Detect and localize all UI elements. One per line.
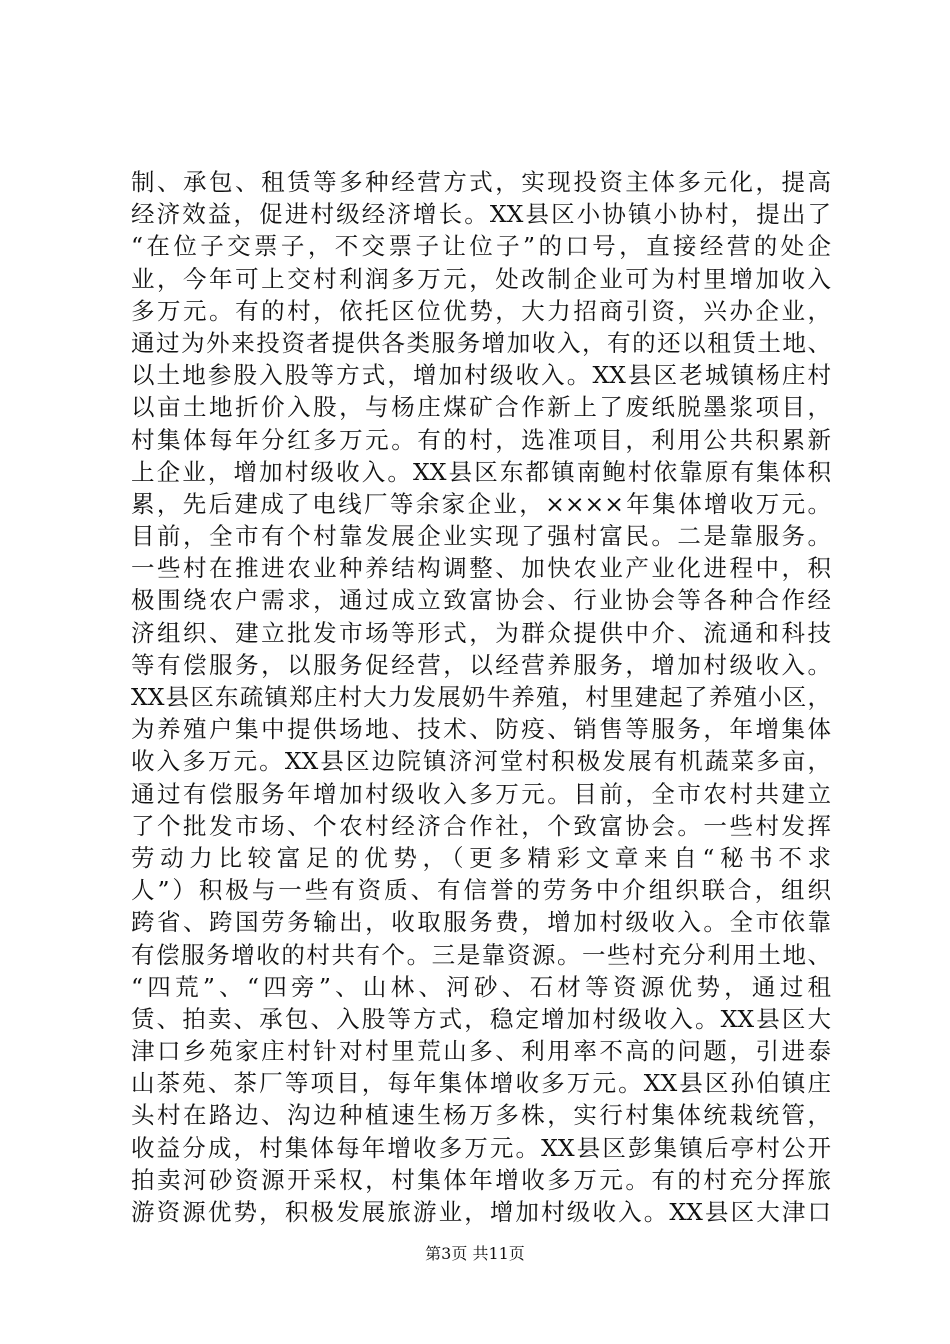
text-line: 目前，全市有个村靠发展企业实现了强村富民。二是靠服务。 xyxy=(131,522,831,551)
text-line: “在位子交票子，不交票子让位子”的口号，直接经营的处企 xyxy=(131,232,831,261)
text-line: 赁、拍卖、承包、入股等方式，稳定增加村级收入。XX县区大 xyxy=(131,1004,831,1033)
text-line: 上企业，增加村级收入。XX县区东都镇南鲍村依靠原有集体积 xyxy=(131,457,831,486)
text-line: 津口乡苑家庄村针对村里荒山多、利用率不高的问题，引进泰 xyxy=(131,1037,831,1066)
page-footer: 第3页 共11页 xyxy=(425,1244,525,1263)
text-line: 以土地参股入股等方式，增加村级收入。XX县区老城镇杨庄村 xyxy=(131,361,831,390)
text-line: 跨省、跨国劳务输出，收取服务费，增加村级收入。全市依靠 xyxy=(131,908,831,937)
text-line: 制、承包、租赁等多种经营方式，实现投资主体多元化，提高 xyxy=(131,168,831,196)
body-text xyxy=(131,166,831,1228)
text-line: 山茶苑、茶厂等项目，每年集体增收多万元。XX县区孙伯镇庄 xyxy=(131,1069,831,1098)
text-line: 有偿服务增收的村共有个。三是靠资源。一些村充分利用土地、 xyxy=(131,940,831,969)
text-line: 以亩土地折价入股，与杨庄煤矿合作新上了废纸脱墨浆项目， xyxy=(131,393,831,422)
text-line: 头村在路边、沟边种植速生杨万多株，实行村集体统栽统管， xyxy=(131,1101,831,1130)
text-line: 经济效益，促进村级经济增长。XX县区小协镇小协村，提出了 xyxy=(131,200,831,229)
text-line: 业，今年可上交村利润多万元，处改制企业可为村里增加收入 xyxy=(131,264,831,293)
text-line: 为养殖户集中提供场地、技术、防疫、销售等服务，年增集体 xyxy=(131,715,831,744)
text-line: 收益分成，村集体每年增收多万元。XX县区彭集镇后亭村公开 xyxy=(131,1133,831,1162)
text-line: 游资源优势，积极发展旅游业，增加村级收入。XX县区大津口 xyxy=(131,1198,831,1226)
text-line: 了个批发市场、个农村经济合作社，个致富协会。一些村发挥 xyxy=(131,811,831,840)
text-line: 累，先后建成了电线厂等余家企业，××××年集体增收万元。 xyxy=(131,489,831,518)
text-line: 拍卖河砂资源开采权，村集体年增收多万元。有的村充分挥旅 xyxy=(131,1165,831,1194)
text-line: 济组织、建立批发市场等形式，为群众提供中介、流通和科技 xyxy=(131,618,831,647)
text-line: 多万元。有的村，依托区位优势，大力招商引资，兴办企业， xyxy=(131,296,831,325)
text-line: 村集体每年分红多万元。有的村，选准项目，利用公共积累新 xyxy=(131,425,831,454)
text-line: 劳动力比较富足的优势，（更多精彩文章来自“秘书不求 xyxy=(131,843,831,872)
text-line: XX县区东疏镇郑庄村大力发展奶牛养殖，村里建起了养殖小区， xyxy=(131,683,831,711)
text-line: 极围绕农户需求，通过成立致富协会、行业协会等各种合作经 xyxy=(131,586,831,615)
text-line: 人”）积极与一些有资质、有信誉的劳务中介组织联合，组织 xyxy=(131,876,831,905)
text-line: “四荒”、“四旁”、山林、河砂、石材等资源优势，通过租 xyxy=(131,972,831,1001)
text-line: 一些村在推进农业种养结构调整、加快农业产业化进程中，积 xyxy=(131,554,831,583)
text-line: 收入多万元。XX县区边院镇济河堂村积极发展有机蔬菜多亩， xyxy=(131,747,831,776)
text-line: 通过为外来投资者提供各类服务增加收入，有的还以租赁土地、 xyxy=(131,328,831,357)
text-line: 等有偿服务，以服务促经营，以经营养服务，增加村级收入。 xyxy=(131,650,831,679)
text-line: 通过有偿服务年增加村级收入多万元。目前，全市农村共建立 xyxy=(131,779,831,808)
